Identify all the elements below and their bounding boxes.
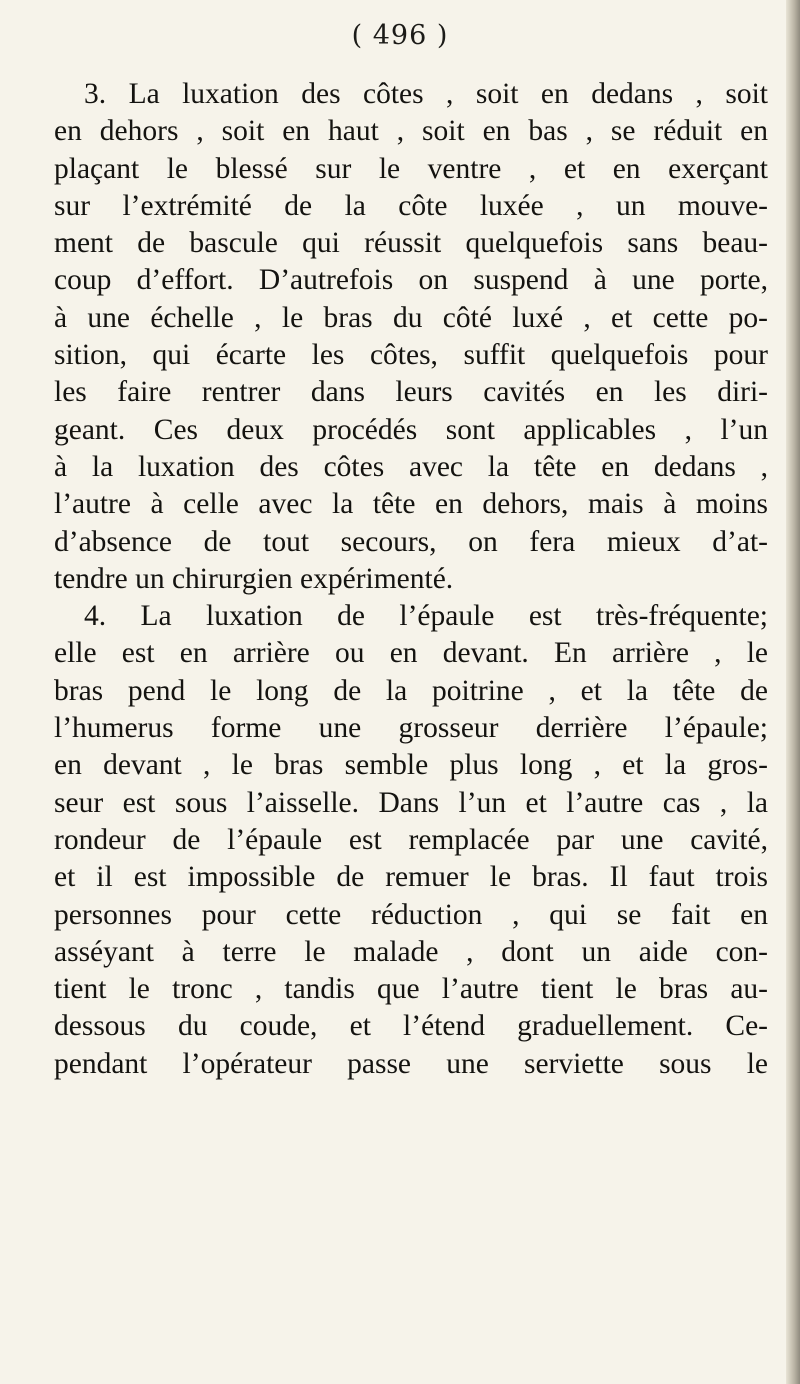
text-line: et il est impossible de remuer le bras. Il faut trois (54, 861, 768, 894)
text-line: tient le tronc , tandis que l’autre tient le bras au- (54, 973, 768, 1006)
page-number: ( 496 ) (351, 20, 449, 51)
text-line: rondeur de l’épaule est remplacée par une cavité, (54, 823, 768, 856)
text-line: à une échelle , le bras du côté luxé , et cette po- (54, 301, 768, 334)
text-line: asséyant à terre le malade , dont un aide con- (54, 935, 768, 968)
text-line: plaçant le blessé sur le ventre , et en exerçant (54, 152, 768, 185)
page-edge-shadow (786, 0, 800, 1384)
text-line: seur est sous l’aisselle. Dans l’un et l’autre cas , la (54, 786, 768, 819)
text-line: coup d’effort. D’autrefois on suspend à une porte, (54, 264, 768, 297)
text-line: ment de bascule qui réussit quelquefois sans beau- (54, 227, 768, 260)
text-line: 4. La luxation de l’épaule est très-fréquente; (84, 600, 768, 633)
text-line: sition, qui écarte les côtes, suffit quelquefois pour (54, 339, 768, 372)
text-line: en dehors , soit en haut , soit en bas , se réduit en (54, 115, 768, 148)
text-line: les faire rentrer dans leurs cavités en les diri- (54, 376, 768, 409)
text-line: bras pend le long de la poitrine , et la tête de (54, 674, 768, 707)
text-line: sur l’extrémité de la côte luxée , un mouve- (54, 189, 768, 222)
text-line: elle est en arrière ou en devant. En arrière , le (54, 637, 768, 670)
text-line: l’humerus forme une grosseur derrière l’épaule; (54, 712, 768, 745)
body-text (54, 76, 768, 1083)
text-line: geant. Ces deux procédés sont applicables , l’un (54, 413, 768, 446)
text-line: en devant , le bras semble plus long , et la gros- (54, 749, 768, 782)
text-line: à la luxation des côtes avec la tête en dedans , (54, 450, 768, 483)
text-line: 3. La luxation des côtes , soit en dedans , soit (84, 78, 768, 110)
text-line: d’absence de tout secours, on fera mieux d’at- (54, 525, 768, 558)
text-line: personnes pour cette réduction , qui se fait en (54, 898, 768, 931)
text-line: pendant l’opérateur passe une serviette sous le (54, 1047, 768, 1080)
text-line: dessous du coude, et l’étend graduellement. Ce- (54, 1010, 768, 1043)
text-line: l’autre à celle avec la tête en dehors, mais à moins (54, 488, 768, 521)
text-line: tendre un chirurgien expérimenté. (54, 562, 454, 595)
